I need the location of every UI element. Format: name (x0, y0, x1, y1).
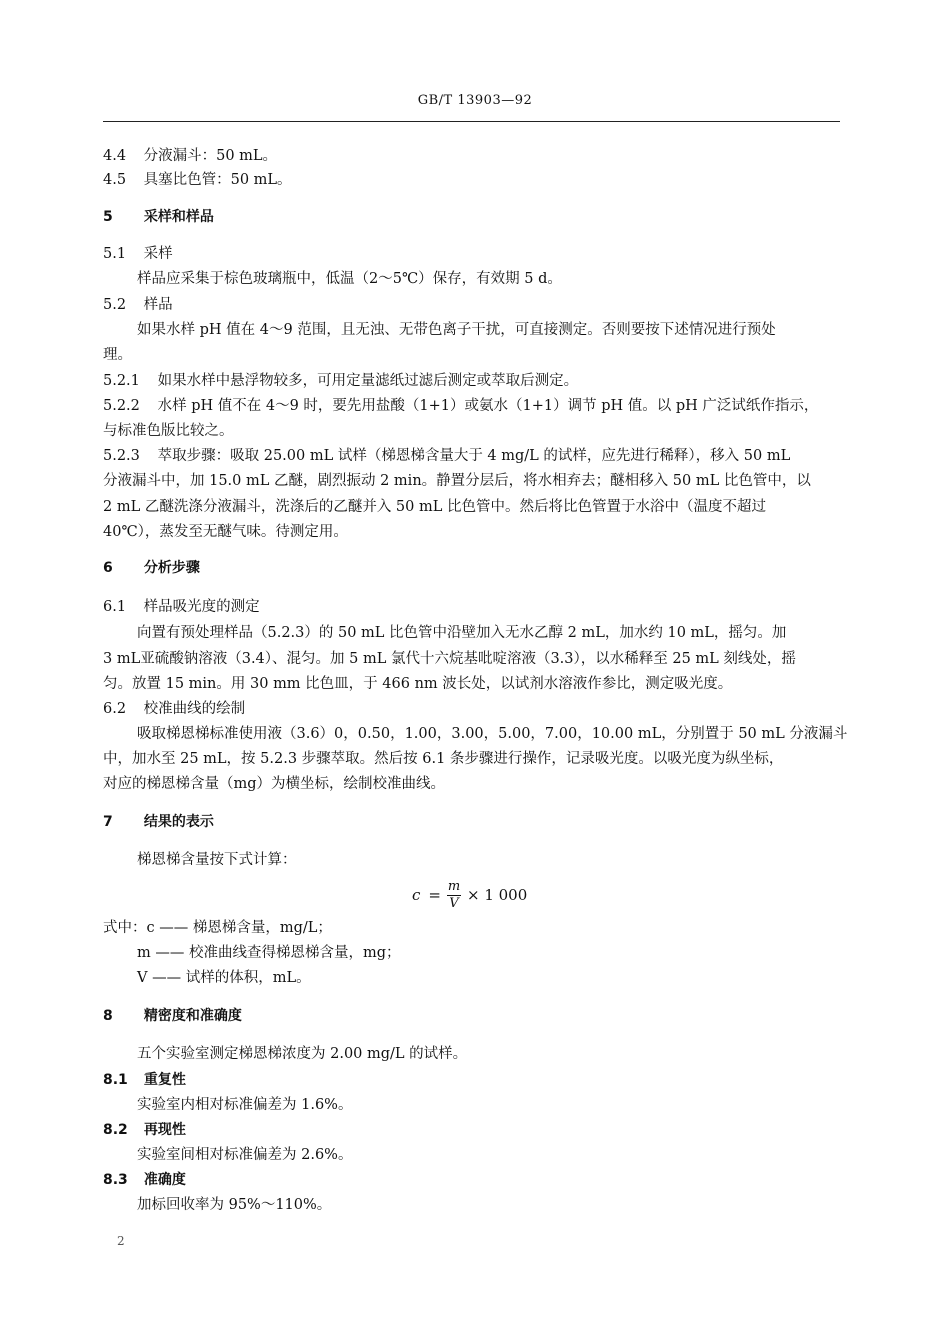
section-8-heading: 8 精密度和准确度 (103, 1008, 242, 1024)
clause-5-2-3: 5.2.3 萃取步骤：吸取 25.00 mL 试样（梯恩梯含量大于 4 mg/L 的试样，应先进行稀释），移入 50 mL (103, 448, 791, 464)
formula-equals: = (428, 886, 441, 904)
paragraph-line: 中，加水至 25 mL，按 5.2.3 步骤萃取。然后按 6.1 条步骤进行操作，记录吸光度。以吸光度为纵坐标， (103, 751, 784, 767)
clause-4-4: 4.4 分液漏斗：50 mL。 (103, 148, 278, 164)
paragraph-line: 与标准色版比较之。 (103, 423, 234, 439)
header-divider (103, 121, 840, 122)
paragraph-line: 理。 (103, 347, 132, 363)
clause-6-2: 6.2 校准曲线的绘制 (103, 701, 246, 717)
paragraph-line: 分液漏斗中，加 15.0 mL 乙醚，剧烈振动 2 min。静置分层后，将水相弃去；醚相移入 50 mL 比色管中，以 (103, 473, 811, 489)
clause-5-2-1: 5.2.1 如果水样中悬浮物较多，可用定量滤纸过滤后测定或萃取后测定。 (103, 373, 579, 389)
formula-lhs: c (412, 886, 421, 904)
paragraph-line: 吸取梯恩梯标准使用液（3.6）0，0.50，1.00，3.00，5.00，7.00，10.00 mL，分别置于 50 mL 分液漏斗 (137, 726, 848, 742)
formula-fraction (447, 880, 461, 911)
section-5-heading: 5 采样和样品 (103, 209, 214, 225)
variable-definition: m —— 校准曲线查得梯恩梯含量，mg； (137, 945, 401, 961)
section-7-heading: 7 结果的表示 (103, 814, 214, 830)
paragraph-line: 2 mL 乙醚洗涤分液漏斗，洗涤后的乙醚并入 50 mL 比色管中。然后将比色管置于水浴中（温度不超过 (103, 499, 766, 515)
section-6-heading: 6 分析步骤 (103, 560, 200, 576)
paragraph-line: 如果水样 pH 值在 4～9 范围，且无浊、无带色离子干扰，可直接测定。否则要按下述情况进行预处 (137, 322, 776, 338)
formula-numerator: m (447, 878, 461, 894)
variable-definition: 式中：c —— 梯恩梯含量，mg/L； (103, 920, 332, 936)
clause-5-2-2: 5.2.2 水样 pH 值不在 4～9 时，要先用盐酸（1+1）或氨水（1+1）调节 pH 值。以 pH 广泛试纸作指示， (103, 398, 819, 414)
paragraph-line: 向置有预处理样品（5.2.3）的 50 mL 比色管中沿壁加入无水乙醇 2 mL，加水约 10 mL，摇匀。加 (137, 625, 787, 641)
paragraph-line: 梯恩梯含量按下式计算： (137, 852, 297, 868)
standard-code-header: GB/T 13903—92 (417, 93, 533, 108)
clause-8-1: 8.1 重复性 (103, 1072, 186, 1088)
clause-8-2: 8.2 再现性 (103, 1122, 186, 1138)
paragraph-line: 样品应采集于棕色玻璃瓶中，低温（2～5℃）保存，有效期 5 d。 (137, 271, 562, 287)
paragraph-line: 实验室内相对标准偏差为 1.6%。 (137, 1097, 353, 1113)
paragraph-line: 匀。放置 15 min。用 30 mm 比色皿，于 466 nm 波长处，以试剂水溶液作参比，测定吸光度。 (103, 676, 733, 692)
paragraph-line: 五个实验室测定梯恩梯浓度为 2.00 mg/L 的试样。 (137, 1046, 468, 1062)
paragraph-line: 实验室间相对标准偏差为 2.6%。 (137, 1147, 353, 1163)
paragraph-line: 3 mL亚硫酸钠溶液（3.4）、混匀。加 5 mL 氯代十六烷基吡啶溶液（3.3），以水稀释至 25 mL 刻线处，摇 (103, 651, 796, 667)
paragraph-line: 对应的梯恩梯含量（mg）为横坐标，绘制校准曲线。 (103, 776, 446, 792)
clause-6-1: 6.1 样品吸光度的测定 (103, 599, 260, 615)
clause-5-2: 5.2 样品 (103, 297, 173, 313)
formula-multiplier: × 1 000 (466, 886, 528, 904)
concentration-formula (412, 880, 527, 910)
clause-8-3: 8.3 准确度 (103, 1172, 186, 1188)
formula-denominator: V (449, 895, 459, 911)
paragraph-line: 加标回收率为 95%～110%。 (137, 1197, 332, 1213)
page-number: 2 (117, 1234, 125, 1248)
clause-4-5: 4.5 具塞比色管：50 mL。 (103, 172, 292, 188)
variable-definition: V —— 试样的体积，mL。 (137, 970, 311, 986)
paragraph-line: 40℃），蒸发至无醚气味。待测定用。 (103, 524, 348, 540)
clause-5-1: 5.1 采样 (103, 246, 173, 262)
